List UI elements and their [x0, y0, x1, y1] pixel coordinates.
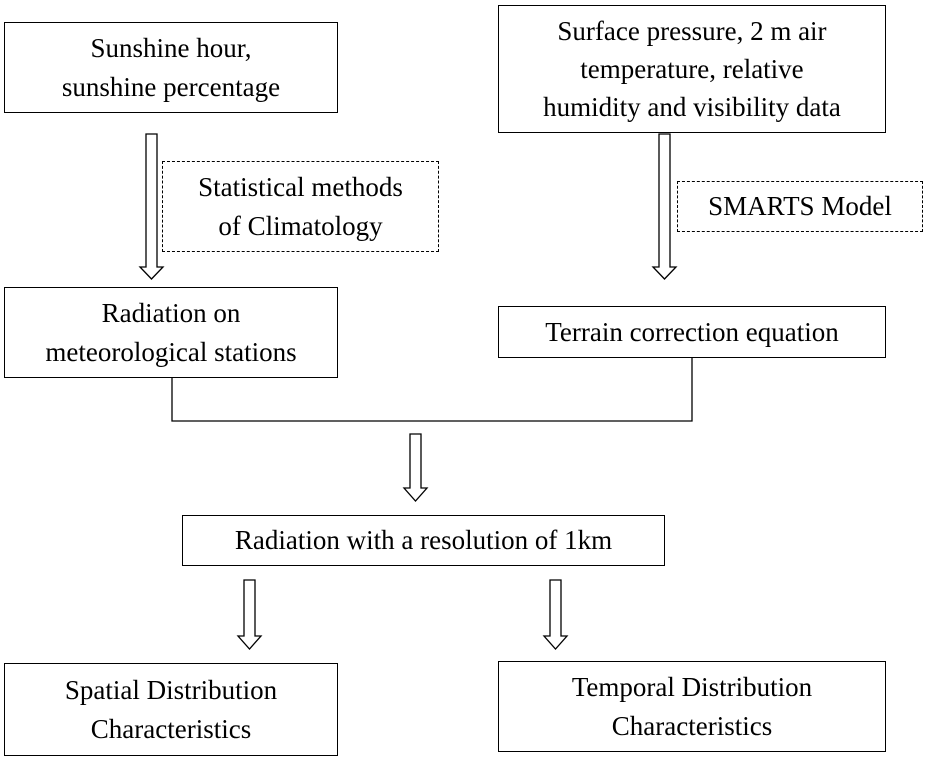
arrow-sunshine-to-station: [140, 134, 163, 279]
node-sunshine: [4, 22, 338, 113]
node-resolution-radiation: [182, 515, 665, 566]
node-temporal-distribution-label: Temporal Distribution Characteristics: [571, 672, 813, 741]
method-smarts-model: [677, 181, 923, 232]
node-surface-data-label: Surface pressure, 2 m air temperature, relative humidity and visibility data: [543, 15, 841, 123]
node-sunshine-label: Sunshine hour, sunshine percentage: [61, 33, 281, 102]
node-spatial-distribution: [4, 663, 338, 756]
arrow-resolution-to-temporal: [544, 580, 567, 649]
node-terrain-correction: [498, 306, 886, 358]
node-resolution-radiation-label: Radiation with a resolution of 1km: [234, 525, 613, 556]
node-station-radiation-label: Radiation on meteorological stations: [45, 298, 297, 367]
node-station-radiation: [4, 287, 338, 378]
node-surface-data: [498, 5, 886, 133]
node-temporal-distribution: [498, 661, 886, 752]
method-statistical-label: Statistical methods of Climatology: [198, 172, 403, 241]
node-spatial-distribution-label: Spatial Distribution Characteristics: [64, 675, 278, 744]
arrow-resolution-to-spatial: [238, 580, 261, 649]
arrow-merge-to-resolution: [404, 434, 427, 501]
node-terrain-correction-label: Terrain correction equation: [545, 316, 839, 347]
method-statistical-climatology: [162, 161, 439, 252]
method-smarts-label: SMARTS Model: [708, 191, 892, 222]
arrow-surface-to-terrain: [653, 134, 676, 279]
